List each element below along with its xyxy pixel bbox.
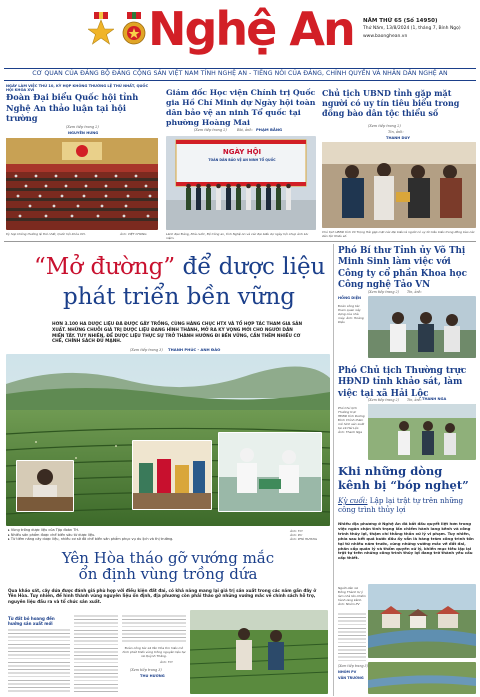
author: NHÓM PV	[338, 670, 357, 674]
sidebar-subhead	[338, 496, 476, 515]
photo-caption: Kỳ họp không thường lệ thứ nhất, Quốc hội khóa XVI.	[6, 232, 86, 236]
masthead-title: Nghệ An	[148, 2, 354, 56]
photo-credit: Ảnh: VIỆT CHUNG	[120, 232, 147, 236]
sidebar-kicker: Kỳ cuối:	[338, 496, 368, 505]
caption-text: Từ tiềm năng cây dược liệu, nhiều cơ sở đã chế biến sản phẩm phục vụ du lịch và thị trường.	[10, 537, 174, 542]
issue-date: Thứ Năm, 13/8/2024 (1, tháng 7, Bính Ngọ)	[363, 26, 461, 31]
see-page: (Xem tiếp trang 2)	[368, 124, 401, 128]
website: www.baonghean.vn	[363, 34, 408, 39]
see-page: (Xem tiếp trang 3)	[130, 348, 163, 352]
see-page: (Xem tiếp trang 2)	[368, 398, 399, 402]
lead-headline-line2[interactable]: phát triển bền vững	[62, 284, 295, 310]
photo-caption: Đoàn công tác tham quan xây dựng của nhà máy. Ảnh: Hoàng Diệu	[338, 304, 364, 324]
festival-banner-title: NGÀY HỘI	[222, 148, 262, 156]
lead-headline-rest: để dược liệu	[182, 254, 326, 280]
story-kicker: NGÀY LÀM VIỆC THỨ 10, KỲ HỌP KHÔNG THƯỜNG LỆ THỨ NHẤT, QUỐC HỘI KHÓA XVI	[6, 84, 149, 92]
sidebar-body-text	[338, 612, 366, 662]
sidebar-headline[interactable]: Phó Chủ tịch Thường trực HĐND tỉnh khảo sát, làm việc tại xã Hải Lộc	[338, 366, 467, 399]
slogan-rule	[4, 80, 476, 81]
section-divider	[4, 241, 476, 242]
see-page: (Xem tiếp trang 2)	[66, 125, 99, 129]
photo-credit: Ảnh: T.H	[160, 660, 173, 664]
caption-line: ▸ Nhiều sản phẩm được chế biến sâu từ dược liệu.	[8, 532, 96, 537]
photo-caption: Người dân xã Đông Thành tự ý làm nhà lấn chiếm hành lang kênh. Ảnh: Nhóm PV	[338, 586, 366, 606]
author-label: Tin, ảnh:	[388, 130, 404, 134]
sidebar-headline[interactable]: Phó Bí thư Tỉnh ủy Võ Thị Minh Sinh làm việc với Công ty cổ phần Khoa học Công nghệ Tảo VN	[338, 246, 467, 290]
emblem-medal-icon	[122, 12, 146, 48]
caption-text: Vùng trồng dược liệu của Tập đoàn TH.	[10, 528, 80, 532]
issue-number: NĂM THỨ 65 (Số 14950)	[363, 18, 438, 24]
slogan: CƠ QUAN CỦA ĐẢNG BỘ ĐẢNG CỘNG SẢN VIỆT NAM TỈNH NGHỆ AN - TIẾNG NÓI CỦA ĐẢNG, CHÍNH QUYỀN VÀ NHÂN DÂN NGHỆ AN	[32, 70, 448, 77]
photo-caption: Lãnh đạo Đảng, Nhà nước, Bộ Công an, tỉnh Nghệ An và các đại biểu dự ngày hội chụp ảnh lưu niệm.	[166, 232, 309, 240]
caption-text: Nhiều sản phẩm được chế biến sâu từ dược liệu.	[10, 532, 96, 537]
author-label: Tin, ảnh:	[407, 290, 422, 294]
author-label: Tin, ảnh:	[407, 398, 422, 402]
caption-line: ▸ Vùng trồng dược liệu của Tập đoàn TH.	[8, 528, 80, 532]
see-page: (Xem tiếp trang 2)	[194, 128, 227, 132]
chairman-meeting-photo	[322, 142, 476, 228]
second-lead: Qua khảo sát, cây dứa được đánh giá phù hợp với điều kiện đất đai, có khả năng mang lại giá trị sản xuất trong các năm gần đây ở Yên Hòa. Tuy nhiên, để hình thành vùng nguyên liệu ổn định, địa phương còn phải tháo gỡ những vướng mắc về chính sách hỗ trợ, nguyên liệu đầu ra và tổ chức sản xuất.	[8, 588, 317, 604]
see-page: (Xem tiếp trang 3)	[338, 664, 368, 668]
national-assembly-photo	[6, 138, 158, 230]
author: THANH DUY	[386, 136, 411, 140]
author: NGUYÊN HƯNG	[68, 131, 99, 135]
second-body-text	[74, 614, 118, 692]
company-visit-photo	[368, 296, 476, 358]
products-inset-photo	[132, 440, 212, 510]
author: PHẠM BẰNG	[256, 127, 283, 132]
second-headline-line2[interactable]: ổn định vùng trồng dứa	[78, 565, 258, 583]
author: HỒNG DIỆN	[338, 296, 362, 300]
sidebar-headline[interactable]: Khi những dòng kênh bị “bóp nghẹt”	[338, 464, 469, 493]
pineapple-field-photo	[190, 610, 328, 694]
photo-caption: Chủ tịch UBND tỉnh Võ Trọng Hải gặp mặt các đại biểu là người có uy tín tiêu biểu trong đồng bào các dân tộc thiểu số.	[322, 230, 475, 238]
photo-credit: Ảnh: T.H	[290, 529, 303, 533]
canal-encroachment-photo	[368, 584, 476, 658]
lead-standfirst: HƠN 3.100 HA DƯỢC LIỆU ĐÃ ĐƯỢC GÂY TRỒNG, CÙNG HÀNG CHỤC HTX VÀ TỔ HỢP TÁC THAM GIA SẢN XUẤT. NHỮNG CHUỖI GIÁ TRỊ DƯỢC LIỆU ĐANG HÌNH THÀNH, MỞ RA KỲ VỌNG MỚI CHO NGƯỜI DÂN MIỀN TÂY. TUY NHIÊN, ĐỂ DƯỢC LIỆU THỰC SỰ TRỞ THÀNH HƯỚNG ĐI BỀN VỮNG, CẦN THÊM NHIỀU CƠ CHẾ, CHÍNH SÁCH ĐỦ MẠNH.	[52, 322, 303, 345]
see-page: (Xem tiếp trang 2)	[368, 290, 399, 294]
photo-caption: Phó Chủ tịch Thường trực HĐND tỉnh Dương Đình Chỉnh thăm mô hình sản xuất tại xã Hải Lộc. Ảnh: Thanh Nga	[338, 406, 365, 434]
star-medal-icon	[88, 12, 114, 48]
photo-credit: Ảnh: PHÚ HƯƠNG	[290, 537, 318, 541]
photo-credit: Ảnh: P.V	[290, 533, 303, 537]
story-headline[interactable]: Chủ tịch UBND tỉnh gặp mặt người có uy tín tiêu biểu trong đồng bào dân tộc thiểu số	[322, 88, 460, 119]
photo-caption: Đoàn công tác xã Yên Hòa tìm hiểu mô hình phát triển vùng trồng nguyên liệu tại xã Quỳnh Thắng.	[122, 646, 186, 658]
second-body-text	[8, 628, 70, 692]
sidebar-body: Nhiều địa phương ở Nghệ An đã bắt đầu quyết liệt hơn trong việc ngăn chặn tình trạng lấn chiếm hành lang kênh và công trình thủy lợi, thậm chí thẳng thắn xử lý vi phạm. Tuy nhiên, phía sau kết quả bước đầu ấy vẫn là hàng trăm công trình tồn tại từ nhiều năm trước, cùng những vướng mắc về đất đai, phân cấp quản lý và thẩm quyền xử lý, khiến mục tiêu lập lại trật tự trên những công trình thủy lợi đang trở thành yêu cầu cấp thiết.	[338, 521, 474, 561]
second-headline-line1[interactable]: Yên Hòa tháo gỡ vướng mắc	[61, 549, 275, 567]
story-headline[interactable]: Đoàn Đại biểu Quốc hội tỉnh Nghệ An thảo luận tại hội trường	[6, 92, 139, 124]
worker-inset-photo	[16, 460, 74, 512]
lead-headline-line1[interactable]	[34, 254, 324, 280]
lead-headline-quote: “Mở đường”	[34, 254, 176, 280]
author: THANH PHÚC - ANH ĐÀO	[168, 347, 221, 352]
masthead-rule	[4, 68, 476, 69]
festival-banner-subtitle: TOÀN DÂN BẢO VỆ AN NINH TỔ QUỐC	[208, 158, 276, 162]
sidebar-subhead-text: Lập lại trật tự trên những công trình thủy lợi	[338, 496, 464, 515]
survey-visit-photo	[368, 404, 476, 460]
second-body-text	[122, 614, 186, 644]
processing-inset-photo	[218, 432, 322, 512]
sidebar-divider	[333, 244, 334, 696]
see-page: (Xem tiếp trang 3)	[130, 668, 162, 672]
author-label: Bài, ảnh:	[237, 128, 253, 132]
author: VĂN TRƯỜNG	[338, 676, 364, 680]
caption-line: ▸ Từ tiềm năng cây dược liệu, nhiều cơ sở đã chế biến sản phẩm phục vụ du lịch và thị trường.	[8, 537, 174, 542]
second-subhead: Từ đất bỏ hoang đến hướng sản xuất mới	[8, 616, 55, 626]
author: THANH NGA	[422, 397, 447, 401]
author: THU HƯƠNG	[140, 674, 165, 678]
lead-caption-bullets	[8, 528, 254, 542]
story-headline[interactable]: Giám đốc Học viện Chính trị Quốc gia Hồ Chí Minh dự Ngày hội toàn dân bảo vệ an ninh Tổ quốc tại phường Hoàng Mai	[166, 88, 316, 127]
canal-field-photo	[368, 662, 476, 694]
